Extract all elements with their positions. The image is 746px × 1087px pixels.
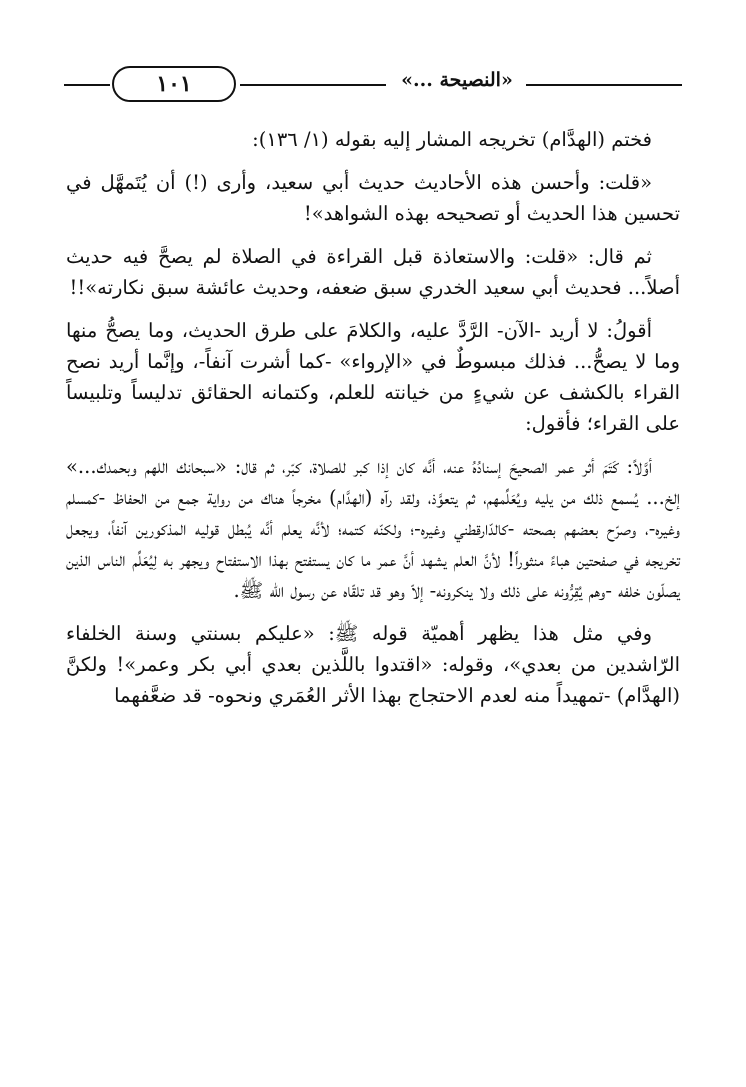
body-text xyxy=(66,124,680,723)
running-title: «النصيحة ...» xyxy=(401,69,513,91)
page-header xyxy=(64,66,682,106)
paragraph-hadith: وفي مثل هذا يظهر أهميّة قوله ﷺ: «عليكم بسنتي وسنة الخلفاء الرّاشدين من بعدي»، وقوله: «اقتدوا باللَّذين بعدي أبي بكر وعمر»! ولكنَّ (الهدَّام) -تمهيداً منه لعدم الاحتجاج بهذا الأثر العُمَري ونحوه- قد ضعَّفهما xyxy=(66,622,680,707)
paragraph-first-point: أوَّلاً: كَتَمَ أثر عمر الصحيحَ إسنادُهُ عنه، أنَّه كان إذا كبر للصلاة، كبّر، ثم قال: «سبحانك اللهم وبحمدك...» إلخ... يُسمع ذلك من يليه ويُعَلِّمهم، ثم يتعوَّذ، ولقد رآه (الهدَّام) مخرجاً هناك من رواية جمع من الحفاظ -كمسلم وغيره-، وصرّح بعضهم بصحته -كالدّارقطني وغيره-؛ ولكنّه كتمه؛ لأنَّه يعلم أنَّه يُبطل قوليه المذكورين آنفاً، ويجعل تخريجه في صفحتين هباءً منثوراً! لأنَّ العلم يشهد أنَّ عمر ما كان يستفتح بهذا الاستفتاح ويجهر به لِيُعَلِّم الناس الذين يصلّون خلفه -وهم يُقِرُّونه على ذلك ولا ينكرونه- إلاّ وهو قد تلقّاه عن رسول الله ﷺ. xyxy=(66,455,680,602)
header-rule-right xyxy=(526,84,682,86)
paragraph-intro: فختم (الهدَّام) تخريجه المشار إليه بقوله (١/ ١٣٦): xyxy=(252,128,652,151)
paragraph-quote-1: «قلت: وأحسن هذه الأحاديث حديث أبي سعيد، وأرى (!) أن يُتَمهَّل في تحسين هذا الحديث أو تصحيحه بهذه الشواهد»! xyxy=(66,171,680,225)
header-rule-middle xyxy=(240,84,386,86)
paragraph-quote-2: ثم قال: «قلت: والاستعاذة قبل القراءة في الصلاة لم يصحَّ فيه حديث أصلاً... فحديث أبي سعيد الخدري سبق ضعفه، وحديث عائشة سبق نكارته»!! xyxy=(66,245,680,299)
page-number: ١٠١ xyxy=(112,66,236,102)
header-rule-left xyxy=(64,84,110,86)
paragraph-response: أقولُ: لا أريد -الآن- الرَّدَّ عليه، والكلامَ على طرق الحديث، وما يصحُّ منها وما لا يصحُّ... فذلك مبسوطٌ في «الإرواء» -كما أشرت آنفاً-، وإنَّما أريد نصح القراء بالكشف عن شيءٍ من خيانته للعلم، وكتمانه الحقائق تدليساً وتلبيساً على القراء؛ فأقول: xyxy=(66,319,680,435)
